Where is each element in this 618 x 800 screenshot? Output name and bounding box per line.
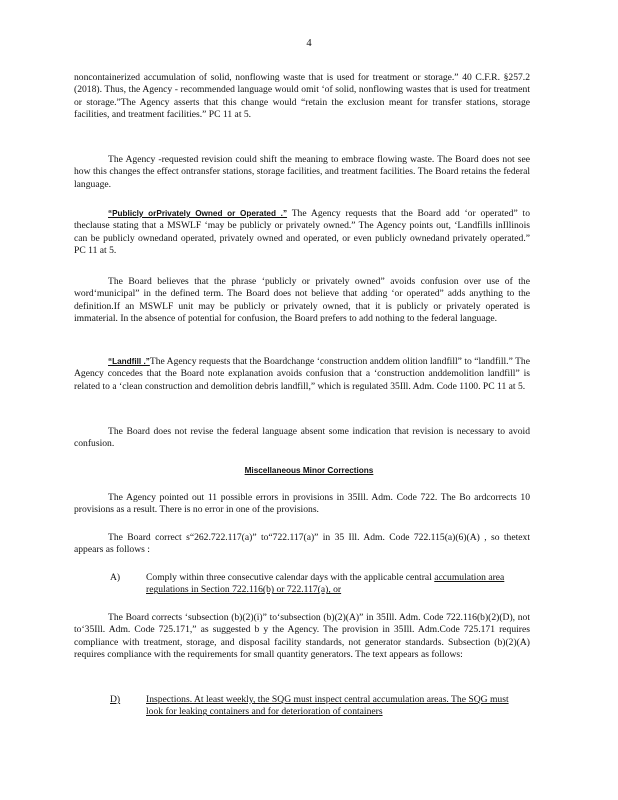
- paragraph-agency-errors: The Agency pointed out 11 possible errors in provisions in 35Ill. Adm. Code 722. The Bo ardcorrects 10 provisions as a result. There is no error in one of the provisions.: [74, 492, 530, 516]
- paragraph-flowing-waste: The Agency -requested revision could shift the meaning to embrace flowing waste. The Board does not see how this changes the effect ontransfer stations, storage facilities, and treatment facilities. The Board retains the federal language.: [74, 154, 530, 190]
- definition-heading-landfill: “Landfill .”: [108, 357, 150, 366]
- paragraph-correction-d: The Board corrects ‘subsection (b)(2)(i)” to‘subsection (b)(2)(A)” in 35Ill. Adm. Code 722.116(b)(2)(D), not to‘35Ill. Adm. Code 725.171,” as suggested b y the Agency. The provision in 35Ill. Adm.Code 725.171 requires compliance with treatment, storage, and disposal facility standards, not generator standards. Subsection (b)(2)(A) requires compliance with the requirements for small quantity generators. The text appears as follows:: [74, 612, 530, 661]
- paragraph-landfill-request: [74, 356, 530, 393]
- item-label: A): [110, 572, 121, 583]
- paragraph-correction-a: The Board correct s“262.722.117(a)” to“722.117(a)” in 35 Ill. Adm. Code 722.115(a)(6)(A) , so thetext appears as follows :: [74, 532, 530, 556]
- paragraph-publicly-owned-text: The Agency requests that the Board add ‘or operated” to theclause stating that a MSWLF ‘may be publicly or privately owned.” The Agency points out, ‘Landfills inIllinois can be publicly ownedand operated, privately owned and operated, or even publicly ownedand privately operated.” PC 11 at 5.: [74, 208, 531, 257]
- section-heading: Miscellaneous Minor Corrections: [244, 466, 374, 475]
- paragraph-publicly-owned-request: [74, 208, 530, 258]
- paragraph-board-belief: The Board believes that the phrase ‘publicly or privately owned” avoids confusion over use of the word‘municipal” in the defined term. The Board does not believe that adding ‘or operated” adds anything to the definition.If an MSWLF unit may be publicly or privately owned, that it is publicly or privately operated is immaterial. In the absence of potential for confusion, the Board prefers to add nothing to the federal language.: [74, 276, 530, 325]
- item-label: D): [110, 694, 121, 705]
- page-number: 4: [306, 38, 312, 49]
- item-text: Comply within three consecutive calendar days with the applicable central accumulation area regulations in Section 722.116(b) or 722.117(a), or: [146, 572, 505, 596]
- definition-heading-publicly-owned: “Publicly orPrivately Owned or Operated .”: [108, 209, 288, 218]
- paragraph-exclusion: noncontainerized accumulation of solid, nonflowing waste that is used for treatment or storage.” 40 C.F.R. §257.2 (2018). Thus, the Agency - recommended language would omit ‘of solid, nonflowing wastes that is used for treatment or storage.”The Agency asserts that this change would “retain the exclusion meant for transfer stations, storage facilities, and treatment facilities.” PC 11 at 5.: [74, 72, 530, 121]
- item-text: Inspections. At least weekly, the SQG must inspect central accumulation areas. The SQG must look for leaking containers and for deterioration of containers: [146, 694, 509, 718]
- paragraph-no-revision: The Board does not revise the federal language absent some indication that revision is necessary to avoid confusion.: [74, 426, 530, 450]
- paragraph-landfill-text: The Agency requests that the Boardchange ‘construction anddem olition landfill” to “landfill.” The Agency concedes that the Board note explanation avoids confusion that a ‘construction anddemolition landfill” is related to a ‘clean construction and demolition debris landfill,” which is regulated 35Ill. Adm. Code 1100. PC 11 at 5.: [74, 356, 530, 392]
